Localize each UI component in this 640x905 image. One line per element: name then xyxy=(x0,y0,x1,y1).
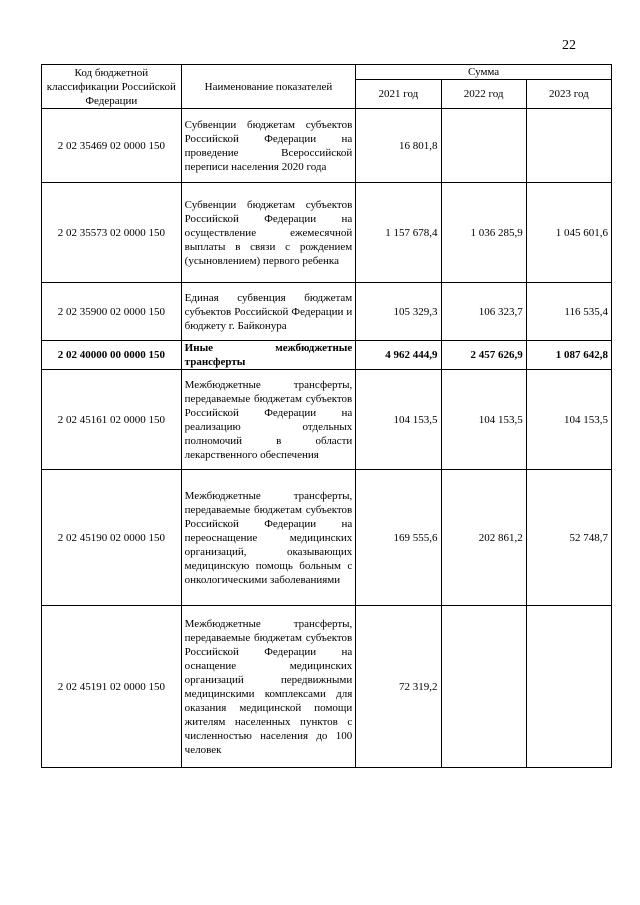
row-sum-2023 xyxy=(526,109,611,183)
header-sum: Сумма xyxy=(356,65,612,80)
row-sum-2022: 2 457 626,9 xyxy=(441,341,526,370)
table-row xyxy=(42,370,612,470)
row-sum-2021: 105 329,3 xyxy=(356,283,441,341)
row-sum-2023: 104 153,5 xyxy=(526,370,611,470)
row-name: Единая субвенция бюджетам субъектов Российской Федерации и бюджету г. Байконура xyxy=(181,283,356,341)
page-number: 22 xyxy=(562,38,576,53)
row-sum-2022: 104 153,5 xyxy=(441,370,526,470)
row-sum-2021: 169 555,6 xyxy=(356,470,441,606)
row-name: Иные межбюджетные трансферты xyxy=(181,341,356,370)
header-year-2023: 2023 год xyxy=(526,80,611,109)
header-year-2022: 2022 год xyxy=(441,80,526,109)
row-sum-2023: 1 045 601,6 xyxy=(526,183,611,283)
row-code: 2 02 35900 02 0000 150 xyxy=(42,283,182,341)
row-sum-2022: 106 323,7 xyxy=(441,283,526,341)
row-sum-2022: 202 861,2 xyxy=(441,470,526,606)
row-sum-2023: 52 748,7 xyxy=(526,470,611,606)
table-row xyxy=(42,341,612,370)
row-sum-2023: 116 535,4 xyxy=(526,283,611,341)
budget-table xyxy=(41,64,612,768)
row-name: Межбюджетные трансферты, передаваемые бюджетам субъектов Российской Федерации на реализацию отдельных полномочий в области лекарственного обеспечения xyxy=(181,370,356,470)
row-code: 2 02 35469 02 0000 150 xyxy=(42,109,182,183)
row-sum-2023 xyxy=(526,606,611,768)
row-code: 2 02 40000 00 0000 150 xyxy=(42,341,182,370)
row-sum-2023: 1 087 642,8 xyxy=(526,341,611,370)
row-code: 2 02 45191 02 0000 150 xyxy=(42,606,182,768)
row-sum-2021: 4 962 444,9 xyxy=(356,341,441,370)
row-sum-2021: 104 153,5 xyxy=(356,370,441,470)
header-year-2021: 2021 год xyxy=(356,80,441,109)
row-name: Субвенции бюджетам субъектов Российской Федерации на проведение Всероссийской переписи населения 2020 года xyxy=(181,109,356,183)
row-code: 2 02 35573 02 0000 150 xyxy=(42,183,182,283)
header-name: Наименование показателей xyxy=(181,65,356,109)
row-sum-2021: 72 319,2 xyxy=(356,606,441,768)
table-row xyxy=(42,109,612,183)
row-name: Межбюджетные трансферты, передаваемые бюджетам субъектов Российской Федерации на оснащение медицинских организаций передвижными медицинскими комплексами для оказания медицинской помощи жителям населенных пунктов с численностью населения до 100 человек xyxy=(181,606,356,768)
row-code: 2 02 45190 02 0000 150 xyxy=(42,470,182,606)
table-row xyxy=(42,606,612,768)
row-sum-2022: 1 036 285,9 xyxy=(441,183,526,283)
row-name: Субвенции бюджетам субъектов Российской Федерации на осуществление ежемесячной выплаты в связи с рождением (усыновлением) первого ребенка xyxy=(181,183,356,283)
row-sum-2022 xyxy=(441,606,526,768)
table-row xyxy=(42,283,612,341)
row-sum-2021: 1 157 678,4 xyxy=(356,183,441,283)
row-name: Межбюджетные трансферты, передаваемые бюджетам субъектов Российской Федерации на переоснащение медицинских организаций, оказывающих медицинскую помощь больным с онкологическими заболеваниями xyxy=(181,470,356,606)
table-row xyxy=(42,183,612,283)
row-code: 2 02 45161 02 0000 150 xyxy=(42,370,182,470)
row-sum-2022 xyxy=(441,109,526,183)
row-sum-2021: 16 801,8 xyxy=(356,109,441,183)
table-row xyxy=(42,470,612,606)
header-code: Код бюджетной классификации Российской Федерации xyxy=(42,65,182,109)
